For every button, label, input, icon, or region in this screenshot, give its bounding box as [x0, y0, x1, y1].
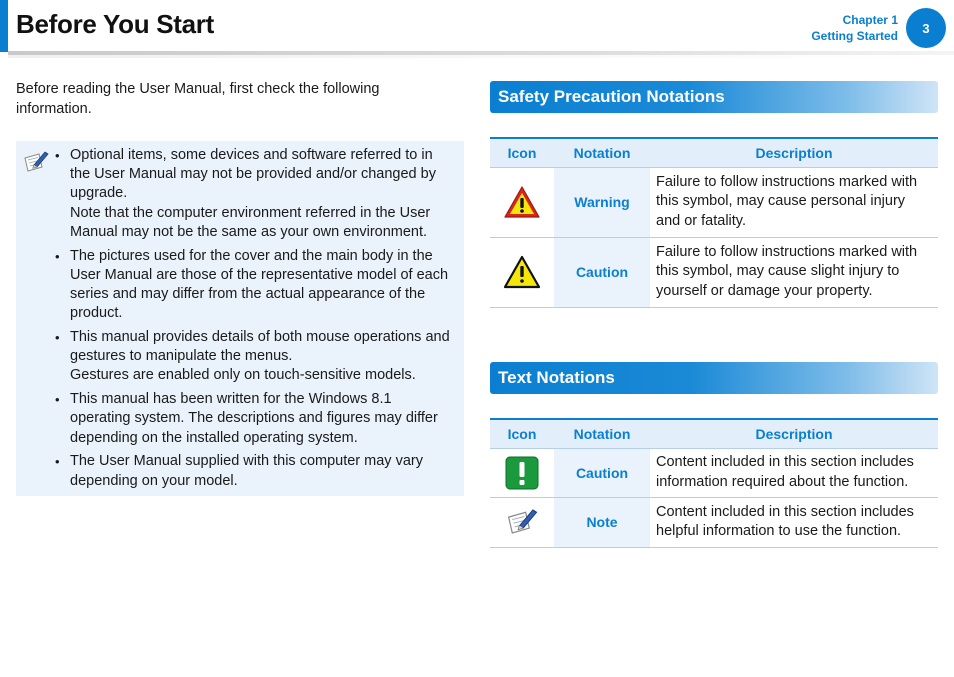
- chapter-title: Getting Started: [811, 29, 898, 43]
- caution-triangle-yellow-icon: [503, 255, 541, 289]
- list-item-text: Optional items, some devices and software referred to in the User Manual may not be provided and/or changed by upgrade.: [70, 147, 436, 202]
- list-item-subtext: Note that the computer environment referred in the User Manual may not be the same as your own environment.: [70, 204, 431, 240]
- icon-cell: [490, 448, 554, 497]
- table-row: [490, 448, 938, 497]
- safety-section-title: Safety Precaution Notations: [490, 81, 938, 113]
- chapter-label: [811, 12, 898, 44]
- list-item-text: The pictures used for the cover and the main body in the User Manual are those of the representative model of each series and may differ from the actual appearance of the product.: [70, 247, 449, 322]
- safety-notation-table: [490, 137, 938, 308]
- text-notations-section-title: Text Notations: [490, 362, 938, 394]
- column-header-description: Description: [755, 144, 833, 161]
- table-row: [490, 497, 938, 547]
- intro-text: Before reading the User Manual, first check the following information.: [16, 81, 380, 117]
- warning-triangle-red-icon: [503, 185, 541, 219]
- notice-list: [54, 146, 456, 495]
- description-cell: Content included in this section includes helpful information to use the function.: [650, 497, 938, 547]
- column-header-notation: Notation: [573, 425, 631, 442]
- table-header-row: [490, 138, 938, 167]
- description-cell: Failure to follow instructions marked with this symbol, may cause slight injury to yourself or damage your property.: [650, 237, 938, 307]
- description-cell: Content included in this section includes information required about the function.: [650, 448, 938, 497]
- list-item: [54, 146, 456, 242]
- table-row: [490, 237, 938, 307]
- notation-cell: Note: [554, 497, 650, 547]
- list-item: [54, 390, 456, 448]
- notation-cell: Caution: [554, 448, 650, 497]
- description-cell: Failure to follow instructions marked with this symbol, may cause personal injury and or fatality.: [650, 167, 938, 237]
- notice-box: [16, 141, 464, 496]
- column-header-description: Description: [755, 425, 833, 442]
- list-item-text: The User Manual supplied with this computer may vary depending on your model.: [70, 453, 423, 489]
- list-item: [54, 247, 456, 324]
- notation-cell: Caution: [554, 237, 650, 307]
- list-item: [54, 452, 456, 490]
- note-pencil-icon: [22, 149, 50, 175]
- column-header-icon: Icon: [507, 425, 537, 442]
- list-item: [54, 328, 456, 386]
- table-header-row: [490, 419, 938, 448]
- icon-cell: [490, 167, 554, 237]
- note-pencil-icon: [505, 506, 539, 538]
- page-title: Before You Start: [16, 9, 214, 39]
- icon-cell: [490, 237, 554, 307]
- list-item-text: This manual has been written for the Windows 8.1 operating system. The descriptions and figures may differ depending on the installed operating system.: [70, 391, 438, 446]
- header-accent-bar: [0, 0, 8, 52]
- exclamation-green-icon: [505, 456, 539, 490]
- table-row: [490, 167, 938, 237]
- header-divider: [8, 51, 954, 55]
- chapter-number: Chapter 1: [842, 13, 898, 27]
- text-notation-table: [490, 418, 938, 548]
- page-number-badge: 3: [906, 8, 946, 48]
- list-item-text: This manual provides details of both mouse operations and gestures to manipulate the menus.: [70, 329, 450, 365]
- list-item-subtext: Gestures are enabled only on touch-sensitive models.: [70, 367, 416, 384]
- icon-cell: [490, 497, 554, 547]
- notation-cell: Warning: [554, 167, 650, 237]
- column-header-icon: Icon: [507, 144, 537, 161]
- column-header-notation: Notation: [573, 144, 631, 161]
